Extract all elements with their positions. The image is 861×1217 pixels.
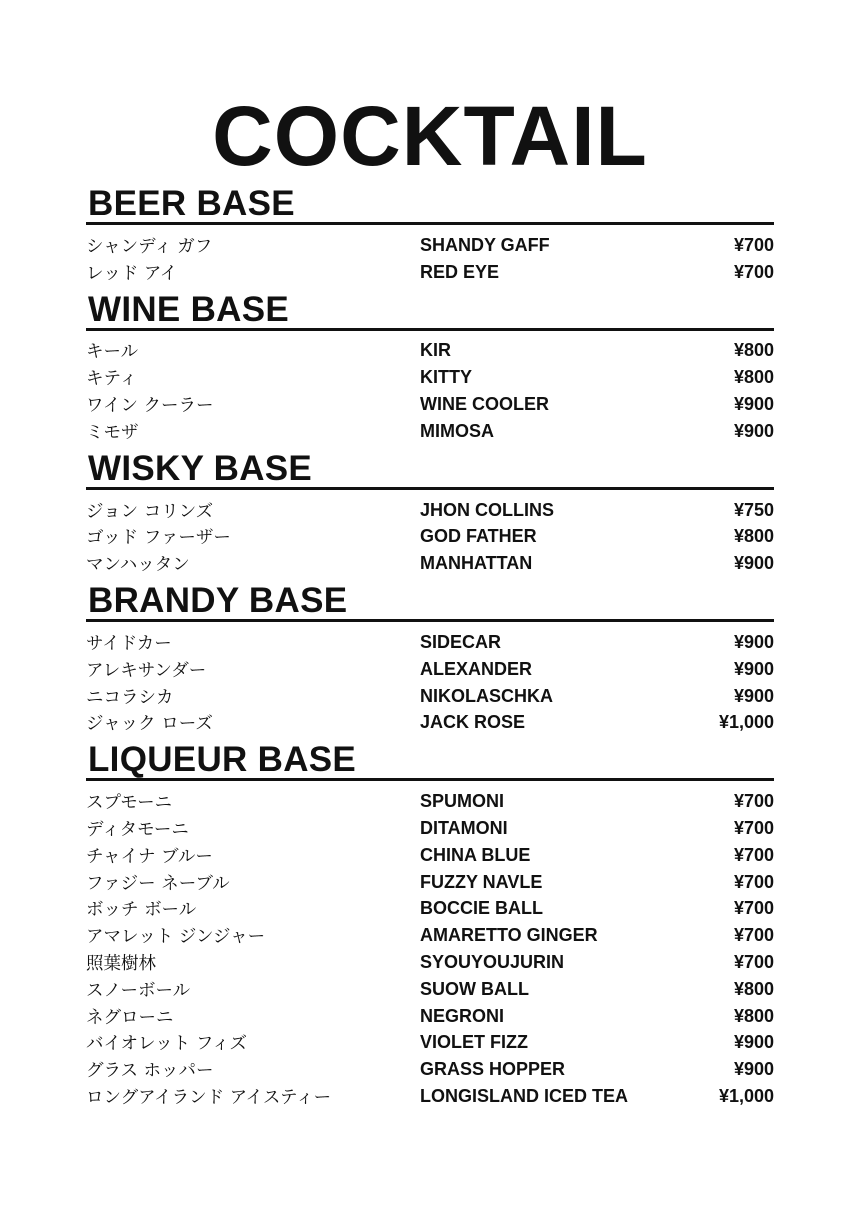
- item-name-japanese: シャンディ ガフ: [86, 236, 213, 257]
- menu-title: COCKTAIL: [212, 89, 648, 183]
- item-name-japanese: ジャック ローズ: [86, 714, 213, 735]
- menu-item: [86, 788, 774, 815]
- item-price: ¥700: [733, 898, 774, 919]
- item-price: ¥900: [733, 632, 774, 653]
- item-name-english: DITAMONI: [420, 818, 508, 839]
- item-price: ¥900: [733, 1032, 774, 1053]
- item-name-japanese: ジョン コリンズ: [86, 501, 214, 522]
- cocktail-menu: [86, 88, 774, 1114]
- item-name-english: VIOLET FIZZ: [420, 1032, 528, 1053]
- item-name-japanese: キール: [86, 342, 139, 363]
- section-heading: LIQUEUR BASE: [86, 740, 774, 781]
- item-name-japanese: キティ: [86, 369, 138, 390]
- item-price: ¥700: [733, 791, 774, 812]
- item-name-japanese: サイドカー: [86, 634, 172, 655]
- item-name-english: GRASS HOPPER: [420, 1059, 566, 1080]
- item-price: ¥900: [733, 420, 774, 441]
- item-name-english: AMARETTO GINGER: [420, 925, 598, 946]
- menu-item: [86, 896, 774, 923]
- item-price: ¥700: [733, 261, 774, 282]
- menu-item: [86, 550, 774, 577]
- item-name-japanese: スプモーニ: [86, 793, 173, 814]
- section-items: [86, 331, 774, 449]
- item-name-japanese: ワイン クーラー: [86, 396, 214, 417]
- item-name-japanese: ディタモーニ: [86, 820, 189, 841]
- section-items: [86, 622, 774, 740]
- item-name-japanese: ミモザ: [86, 422, 139, 443]
- item-price: ¥700: [733, 925, 774, 946]
- item-name-english: KIR: [420, 340, 451, 361]
- item-name-japanese: ゴッド ファーザー: [86, 528, 231, 549]
- item-price: ¥800: [733, 340, 774, 361]
- menu-item: [86, 629, 774, 656]
- item-name-english: SYOUYOUJURIN: [420, 952, 565, 973]
- item-name-japanese: バイオレット フィズ: [86, 1034, 247, 1055]
- menu-item: [86, 418, 774, 445]
- item-name-english: MIMOSA: [420, 420, 494, 441]
- item-name-english: SHANDY GAFF: [420, 234, 550, 255]
- menu-section: [86, 290, 774, 449]
- item-price: ¥900: [733, 394, 774, 415]
- menu-item: [86, 259, 774, 286]
- menu-sections: [86, 184, 774, 1114]
- item-name-english: SIDECAR: [420, 632, 502, 653]
- menu-item: [86, 710, 774, 737]
- item-name-english: FUZZY NAVLE: [420, 871, 543, 892]
- menu-item: [86, 497, 774, 524]
- section-heading: WINE BASE: [86, 290, 774, 331]
- section-heading: WISKY BASE: [86, 449, 774, 490]
- menu-item: [86, 1003, 774, 1030]
- item-name-english: WINE COOLER: [420, 394, 549, 415]
- item-name-japanese: アマレット ジンジャー: [86, 927, 266, 948]
- menu-item: [86, 391, 774, 418]
- item-name-japanese: ロングアイランド アイスティー: [86, 1088, 332, 1109]
- item-name-english: RED EYE: [420, 261, 500, 282]
- section-items: [86, 781, 774, 1114]
- item-name-japanese: グラス ホッパー: [86, 1061, 214, 1082]
- section-items: [86, 490, 774, 581]
- item-name-english: GOD FATHER: [420, 526, 537, 547]
- item-name-japanese: チャイナ ブルー: [86, 846, 213, 867]
- menu-item: [86, 1056, 774, 1083]
- menu-item: [86, 364, 774, 391]
- item-name-english: NIKOLASCHKA: [420, 685, 553, 706]
- menu-section: [86, 581, 774, 740]
- menu-item: [86, 869, 774, 896]
- item-price: ¥700: [733, 952, 774, 973]
- item-name-english: SPUMONI: [420, 791, 505, 812]
- menu-item: [86, 976, 774, 1003]
- item-name-english: SUOW BALL: [420, 978, 529, 999]
- menu-section: [86, 449, 774, 581]
- item-price: ¥1,000: [718, 712, 774, 733]
- item-price: ¥800: [733, 1005, 774, 1026]
- item-price: ¥750: [733, 499, 774, 520]
- menu-section: [86, 740, 774, 1114]
- menu-section: [86, 184, 774, 290]
- item-price: ¥800: [733, 978, 774, 999]
- item-price: ¥700: [733, 844, 774, 865]
- item-name-japanese: ファジー ネーブル: [86, 873, 230, 894]
- item-name-english: NEGRONI: [420, 1005, 505, 1026]
- section-items: [86, 225, 774, 290]
- item-name-english: JHON COLLINS: [420, 499, 555, 520]
- menu-item: [86, 232, 774, 259]
- item-price: ¥800: [733, 526, 774, 547]
- item-name-japanese: スノーボール: [86, 980, 191, 1001]
- item-name-japanese: アレキサンダー: [86, 660, 207, 681]
- item-name-english: LONGISLAND ICED TEA: [420, 1086, 629, 1107]
- item-name-english: ALEXANDER: [420, 658, 533, 679]
- menu-item: [86, 338, 774, 365]
- menu-item: [86, 683, 774, 710]
- menu-item: [86, 1083, 774, 1110]
- item-price: ¥700: [733, 818, 774, 839]
- item-name-english: JACK ROSE: [420, 712, 526, 733]
- item-price: ¥900: [733, 1059, 774, 1080]
- item-price: ¥1,000: [718, 1086, 774, 1107]
- section-heading: BEER BASE: [86, 184, 774, 225]
- item-name-japanese: マンハッタン: [86, 555, 190, 576]
- menu-item: [86, 524, 774, 551]
- item-price: ¥700: [733, 234, 774, 255]
- menu-item: [86, 656, 774, 683]
- item-name-japanese: ネグローニ: [86, 1007, 174, 1028]
- item-name-english: KITTY: [420, 367, 472, 388]
- section-heading: BRANDY BASE: [86, 581, 774, 622]
- menu-item: [86, 949, 774, 976]
- item-price: ¥700: [733, 871, 774, 892]
- item-name-japanese: 照葉樹林: [86, 954, 156, 975]
- item-price: ¥900: [733, 685, 774, 706]
- item-name-japanese: ニコラシカ: [86, 687, 174, 708]
- item-price: ¥900: [733, 658, 774, 679]
- menu-item: [86, 1030, 774, 1057]
- item-price: ¥800: [733, 367, 774, 388]
- menu-item: [86, 922, 774, 949]
- item-name-english: CHINA BLUE: [420, 844, 531, 865]
- item-name-japanese: レッド アイ: [86, 263, 178, 284]
- menu-item: [86, 842, 774, 869]
- menu-item: [86, 815, 774, 842]
- item-name-english: MANHATTAN: [420, 553, 533, 574]
- item-name-japanese: ボッチ ボール: [86, 900, 197, 921]
- item-name-english: BOCCIE BALL: [420, 898, 543, 919]
- item-price: ¥900: [733, 553, 774, 574]
